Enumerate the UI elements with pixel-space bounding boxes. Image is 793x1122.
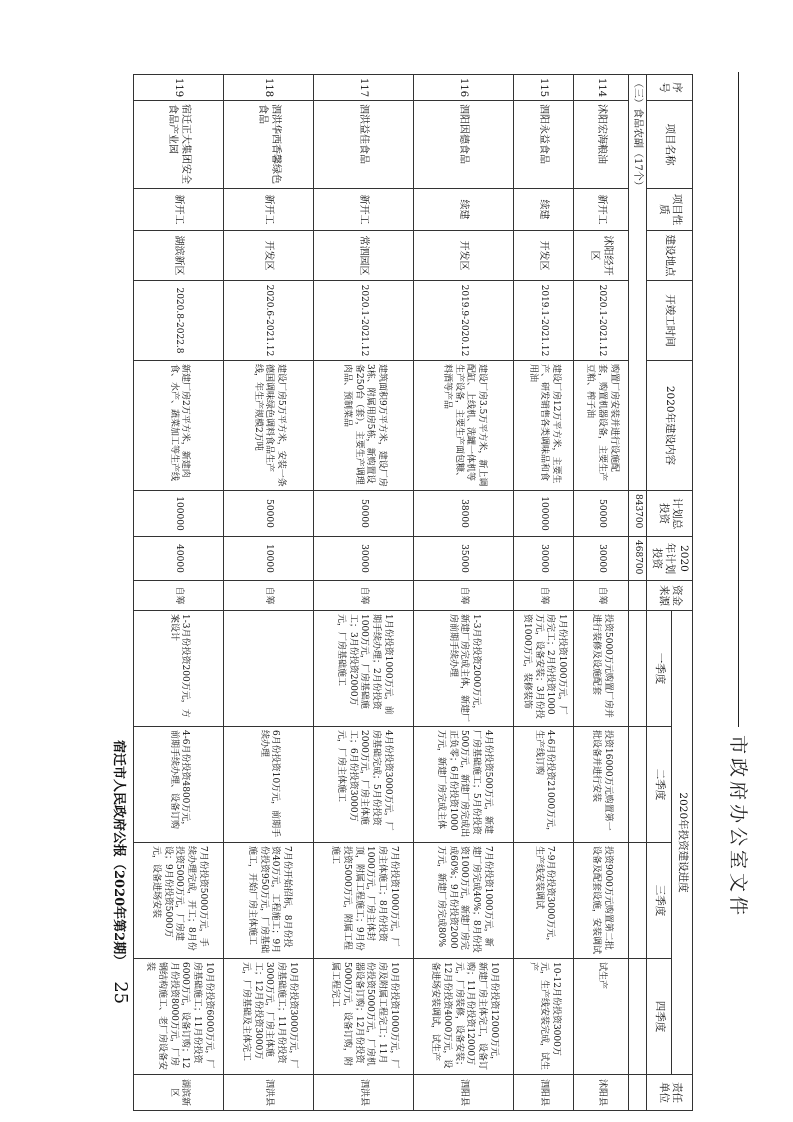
cell-seq: 116 xyxy=(414,75,514,101)
col-source: 资金来源 xyxy=(647,581,693,611)
cell-total: 50000 xyxy=(224,491,314,537)
col-progress-group: 2020年投资建设进度 xyxy=(671,611,692,1075)
cell-location: 开发区 xyxy=(224,231,314,281)
cell-name: 泗阳因德食品 xyxy=(414,101,514,189)
col-nature: 项目性质 xyxy=(647,189,693,231)
cell-seq: 119 xyxy=(134,75,224,101)
cell-total: 100000 xyxy=(134,491,224,537)
col-q4: 四季度 xyxy=(647,959,672,1075)
cell-location: 开发区 xyxy=(514,231,574,281)
cell-q2: 4月份投资500万元，新建厂房基础施工；5月份投资500万元，新建厂房完成出正负零；6月份投资1000万元，新建厂房完成主体 xyxy=(414,727,514,843)
cell-nature: 新开工 xyxy=(224,189,314,231)
header-rule xyxy=(738,72,739,727)
cell-plan2020: 30000 xyxy=(314,537,414,581)
project-table xyxy=(133,74,693,1111)
cell-total: 50000 xyxy=(314,491,414,537)
cell-q2: 4-6月份投资4800万元，前期手续办理、设备订购 xyxy=(134,727,224,843)
cell-location: 湖滨新区 xyxy=(134,231,224,281)
cell-source: 自筹 xyxy=(574,581,629,611)
cell-plan2020: 35000 xyxy=(414,537,514,581)
col-unit: 责任单位 xyxy=(647,1075,693,1111)
cell-total: 50000 xyxy=(574,491,629,537)
cell-name: 泗洪益佳食品 xyxy=(314,101,414,189)
col-seq: 序号 xyxy=(647,75,693,101)
cell-unit: 泗洪县 xyxy=(224,1075,314,1111)
cell-q4: 试生产 xyxy=(574,959,629,1075)
table-row xyxy=(414,75,514,1111)
cell-content: 建设厂房12万平方米，主要生产、研发销售各类调味品和食用油 xyxy=(514,361,574,491)
col-name: 项目名称 xyxy=(647,101,693,189)
cell-plan2020: 30000 xyxy=(514,537,574,581)
cell-period: 2020.8-2022.8 xyxy=(134,281,224,361)
cell-nature: 新开工 xyxy=(134,189,224,231)
cell-name: 泗洪华西香馨绿色食品 xyxy=(224,101,314,189)
col-location: 建设地点 xyxy=(647,231,693,281)
cell-q3: 7月份开始招标，8月份投资40万元，工程施工；9月份投资950万元，厂房基础施工，开始厂房主体施工 xyxy=(224,843,314,959)
col-period: 开竣工时间 xyxy=(647,281,693,361)
col-plan2020: 2020年计划投资 xyxy=(647,537,693,581)
cell-q4: 10-12月份投资3000万元，生产线安装完成，试生产 xyxy=(514,959,574,1075)
cell-q4: 10月份投资3000万元，厂房基础施工；11月份投资3000万元，厂房主体施工；12月份投资3000万元，厂房基础及主体完工 xyxy=(224,959,314,1075)
table-row xyxy=(514,75,574,1111)
cell-q1: 1月份投资1000万元，前期手续办理；2月份投资1000万元，厂房基础施工；3月份投资2000万元，厂房基础施工 xyxy=(314,611,414,727)
cell-location: 开发区 xyxy=(414,231,514,281)
cell-q1 xyxy=(224,611,314,727)
cell-nature: 续建 xyxy=(514,189,574,231)
cell-q2: 4月份投资3000万元，厂房基础完成；5月份投资2000万元，厂房主体施工；6月份投资3000万元，厂房主体施工 xyxy=(314,727,414,843)
cell-seq: 114 xyxy=(574,75,629,101)
page-footer xyxy=(110,740,131,1004)
category-row xyxy=(629,75,647,1111)
cell-q2: 4-6月份投资21000万元，生产线订购 xyxy=(514,727,574,843)
cell-content: 建设厂房5万平方米，安装一条德国调味绿色调料食品生产线，年生产规模2万吨 xyxy=(224,361,314,491)
cell-content: 建设厂房3.5万平方米，新上调配缸、上线机、洗罐一体机等生产设备，主要生产面包糠、料酒等产品 xyxy=(414,361,514,491)
cell-q2: 6月份投资10万元，前期手续办理 xyxy=(224,727,314,843)
cell-name: 宿迁正大集团安全食品产业园 xyxy=(134,101,224,189)
cell-q3: 7-9月份投资3000万元，生产线安装调试 xyxy=(514,843,574,959)
cell-content: 建筑面积9万平方米，建设厂房3栋、附属用房5栋，新购置设备250台（套），主要生产调理肉品、预制菜品 xyxy=(314,361,414,491)
category-plan2020: 468700 xyxy=(629,537,647,581)
cell-period: 2020.6-2021.12 xyxy=(224,281,314,361)
cell-q1: 1-3月份投资2000万元，新建厂房完成主体，新建厂房前期手续办理 xyxy=(414,611,514,727)
cell-source: 自筹 xyxy=(314,581,414,611)
cell-unit: 泗洪县 xyxy=(314,1075,414,1111)
cell-total: 100000 xyxy=(514,491,574,537)
cell-q4: 10月份投资1000万元，厂房及附属工程完工；11月份投资5000万元，厂房机器设备订购；12月份投资5000万元，设备订购，附属工程完工 xyxy=(314,959,414,1075)
cell-unit: 沭阳县 xyxy=(574,1075,629,1111)
cell-q3: 7月份投资1000万元，厂房主体施工；8月份投资1000万元，厂房主体封顶，附属工程施工；9月份投资5000万元，附属工程施工 xyxy=(314,843,414,959)
cell-unit: 泗阳县 xyxy=(514,1075,574,1111)
table-row xyxy=(314,75,414,1111)
header-row-1 xyxy=(671,75,692,1111)
cell-period: 2019.1-2021.12 xyxy=(514,281,574,361)
cell-name: 泗阳永益食品 xyxy=(514,101,574,189)
cell-q1: 投资5000万元购置厂房并进行装修及设施配套 xyxy=(574,611,629,727)
page-number: 25 xyxy=(110,981,131,1005)
cell-content: 新建厂房2万平方米，新建肉食、水产、蔬菜加工等生产线 xyxy=(134,361,224,491)
cell-period: 2019.9-2020.12 xyxy=(414,281,514,361)
cell-content: 购置厂房安装并进行设施配套，购置机器设备，主要生产豆粕、榨子油 xyxy=(574,361,629,491)
col-q3: 三季度 xyxy=(647,843,672,959)
cell-plan2020: 40000 xyxy=(134,537,224,581)
category-total: 843700 xyxy=(629,491,647,537)
col-q2: 二季度 xyxy=(647,727,672,843)
cell-source: 自筹 xyxy=(514,581,574,611)
cell-q3: 7月份投资1000万元，新建厂房完成40%；8月份投资1000万元，新建厂房完成60%；9月份投资2000万元，新建厂房完成80% xyxy=(414,843,514,959)
bulletin-title: 宿迁市人民政府公报（2020年第2期） xyxy=(111,740,126,968)
cell-unit: 湖滨新区 xyxy=(134,1075,224,1111)
cell-unit: 泗阳县 xyxy=(414,1075,514,1111)
cell-seq: 117 xyxy=(314,75,414,101)
cell-period: 2020.1-2021.12 xyxy=(314,281,414,361)
cell-q3: 7月份投资5000万元，手续办理完成，开工；8月份投资5000万元，厂房建设；9月份投资5000万元，设备进场安装 xyxy=(134,843,224,959)
col-q1: 一季度 xyxy=(647,611,672,727)
cell-q1: 1-3月份投资200万元，方案设计 xyxy=(134,611,224,727)
table-row xyxy=(574,75,629,1111)
cell-plan2020: 30000 xyxy=(574,537,629,581)
cell-q3: 投资9000万元购置第二批设备及配套设施，安装调试 xyxy=(574,843,629,959)
cell-seq: 118 xyxy=(224,75,314,101)
table-row xyxy=(134,75,224,1111)
cell-nature: 新开工 xyxy=(314,189,414,231)
cell-source: 自筹 xyxy=(414,581,514,611)
cell-location: 沭阳经开区 xyxy=(574,231,629,281)
cell-plan2020: 10000 xyxy=(224,537,314,581)
cell-period: 2020.1-2021.12 xyxy=(574,281,629,361)
cell-total: 38000 xyxy=(414,491,514,537)
cell-location: 常泗园区 xyxy=(314,231,414,281)
page-header-title: 市政府办公室文件 xyxy=(727,735,749,920)
cell-source: 自筹 xyxy=(134,581,224,611)
cell-q4: 10月份投资12000万元，新建厂房主体完工，设备订购；11月份投资12000万元，厂房装修，设备安装；12月份投资4000万元，设备进场安装调试，试生产 xyxy=(414,959,514,1075)
cell-q4: 10月份投资6000万元，厂房基础施工；11月份投资6000万元，设备订购；12月份投资8000万元，厂房钢结构施工、老厂房设备安装 xyxy=(134,959,224,1075)
table-row xyxy=(224,75,314,1111)
cell-q2: 投资16000万元购置第一批设备并进行安装 xyxy=(574,727,629,843)
cell-nature: 新开工 xyxy=(574,189,629,231)
col-total: 计划总投资 xyxy=(647,491,693,537)
category-label: （三）食品农副（17个） xyxy=(629,75,647,491)
cell-name: 沭阳宏海粮油 xyxy=(574,101,629,189)
col-content: 2020年建设内容 xyxy=(647,361,693,491)
cell-source: 自筹 xyxy=(224,581,314,611)
cell-nature: 续建 xyxy=(414,189,514,231)
cell-q1: 1月份投资1000万元，厂房完工；2月份投资1000万元，设备安装；3月份投资1000万元，装修装饰 xyxy=(514,611,574,727)
cell-seq: 115 xyxy=(514,75,574,101)
